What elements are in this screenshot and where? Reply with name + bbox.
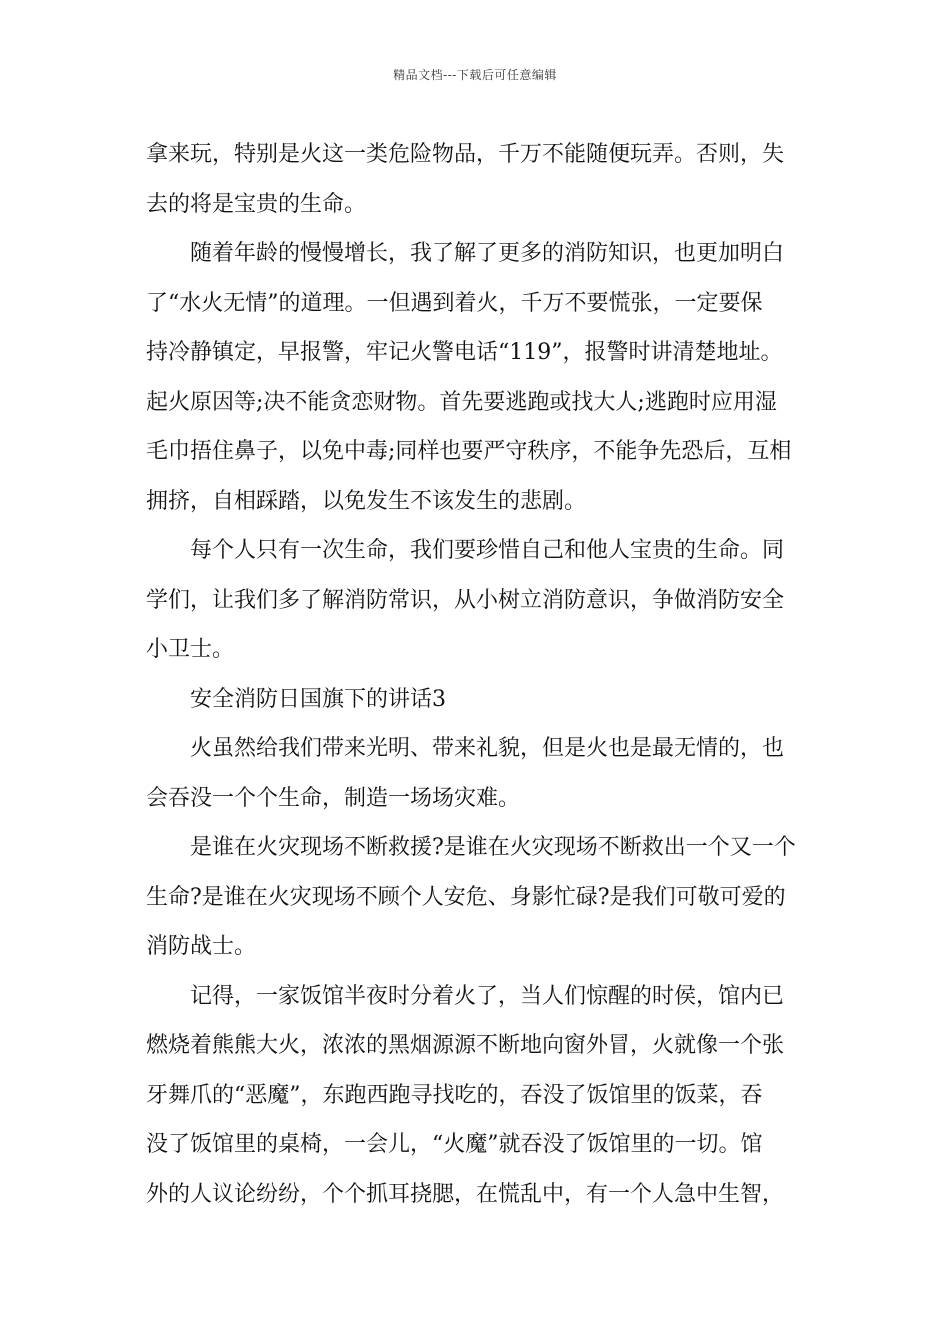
paragraph-line: 毛巾捂住鼻子，以免中毒;同样也要严守秩序，不能争先恐后，互相 [146, 439, 792, 464]
paragraph-line: 消防战士。 [146, 934, 257, 959]
paragraph [146, 675, 808, 725]
paragraph-line: 起火原因等;决不能贪恋财物。首先要逃跑或找大人;逃跑时应用湿 [146, 389, 777, 415]
page-header: 精品文档---下载后可任意编辑 [393, 68, 557, 82]
paragraph-line: 拥挤，自相踩踏，以免发生不该发生的悲剧。 [146, 488, 587, 514]
paragraph-line: 持冷静镇定，早报警，牢记火警电话“119”，报警时讲清楚地址。 [146, 340, 783, 365]
paragraph [146, 229, 808, 526]
paragraph-line: 学们，让我们多了解消防常识，从小树立消防意识，争做消防安全 [146, 587, 785, 613]
paragraph-line: 了“水火无情”的道理。一但遇到着火，千万不要慌张，一定要保 [146, 290, 763, 316]
paragraph-line: 外的人议论纷纷，个个抓耳挠腮，在慌乱中，有一个人急中生智， [146, 1181, 785, 1207]
paragraph-line: 记得，一家饭馆半夜时分着火了，当人们惊醒的时侯，馆内已 [190, 983, 785, 1009]
paragraph [146, 526, 808, 675]
paragraph [146, 823, 808, 972]
paragraph-line: 小卫士。 [146, 637, 235, 662]
paragraph-line: 安全消防日国旗下的讲话3 [190, 686, 446, 712]
document-body [146, 130, 808, 1219]
paragraph-line: 拿来玩，特别是火这一类危险物品，千万不能随便玩弄。否则，失 [146, 142, 785, 167]
paragraph-line: 火虽然给我们带来光明、带来礼貌，但是火也是最无情的，也 [190, 736, 785, 761]
paragraph-line: 是谁在火灾现场不断救援?是谁在火灾现场不断救出一个又一个 [190, 835, 796, 860]
paragraph-line: 会吞没一个个生命，制造一场场灾难。 [146, 785, 521, 811]
paragraph-line: 燃烧着熊熊大火，浓浓的黑烟源源不断地向窗外冒，火就像一个张 [146, 1033, 785, 1058]
paragraph-line: 随着年龄的慢慢增长，我了解了更多的消防知识，也更加明白 [190, 241, 785, 266]
paragraph [146, 972, 808, 1220]
paragraph-line: 生命?是谁在火灾现场不顾个人安危、身影忙碌?是我们可敬可爱的 [146, 884, 786, 910]
paragraph [146, 130, 808, 229]
paragraph-line: 牙舞爪的“恶魔”，东跑西跑寻找吃的，吞没了饭馆里的饭菜，吞 [146, 1082, 763, 1108]
paragraph-line: 每个人只有一次生命，我们要珍惜自己和他人宝贵的生命。同 [190, 538, 785, 563]
paragraph-line: 去的将是宝贵的生命。 [146, 191, 367, 217]
paragraph-line: 没了饭馆里的桌椅，一会儿，“火魔”就吞没了饭馆里的一切。馆 [146, 1132, 763, 1157]
paragraph [146, 724, 808, 823]
